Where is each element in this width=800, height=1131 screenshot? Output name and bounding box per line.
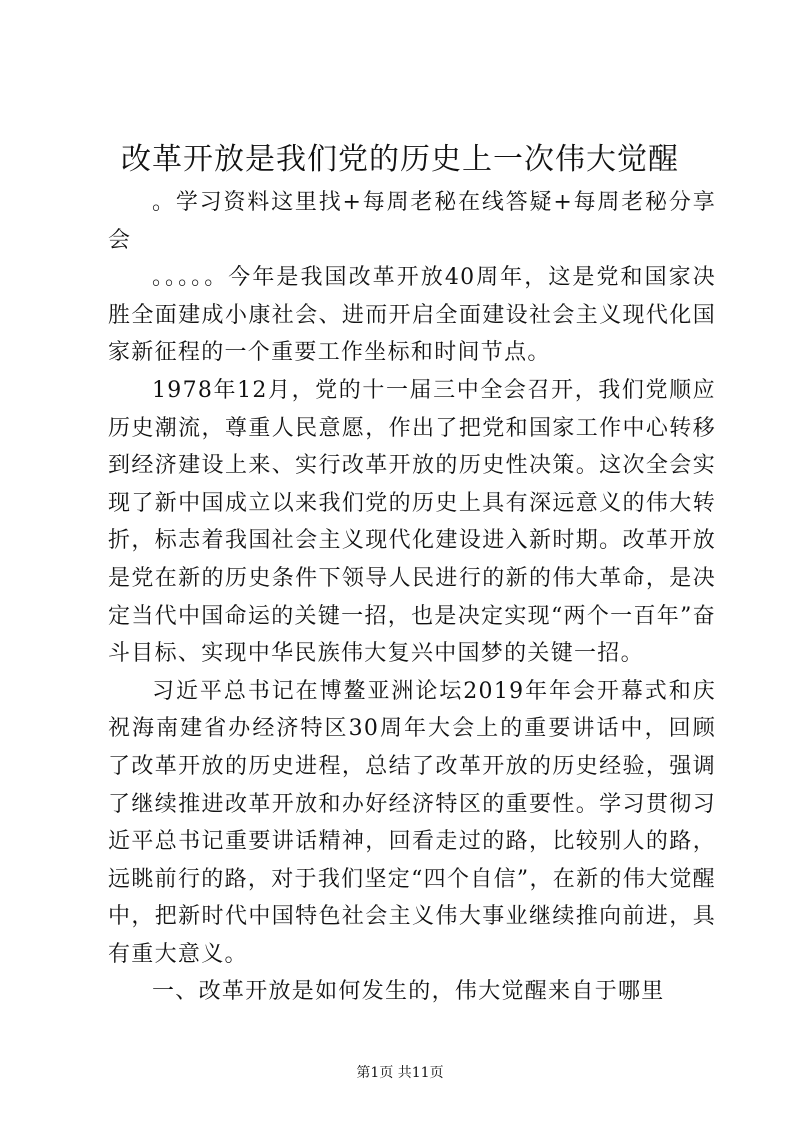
paragraph-anniversary: 。。。。。今年是我国改革开放40周年，这是党和国家决胜全面建成小康社会、进而开启全面建设社会主义现代化国家新征程的一个重要工作坐标和时间节点。 bbox=[108, 265, 716, 366]
paragraph-1978-plenum: 1978年12月，党的十一届三中全会召开，我们党顺应历史潮流，尊重人民意愿，作出了把党和国家工作中心转移到经济建设上来、实行改革开放的历史性决策。这次全会实现了新中国成立以来我们党的历史上具有深远意义的伟大转折，标志着我国社会主义现代化建设进入新时期。改革开放是党在新的历史条件下领导人民进行的新的伟大革命，是决定当代中国命运的关键一招，也是决定实现“两个一百年”奋斗目标、实现中华民族伟大复兴中国梦的关键一招。 bbox=[108, 377, 716, 667]
paragraph-intro-note: 。学习资料这里找+每周老秘在线答疑+每周老秘分享会 bbox=[108, 190, 716, 253]
document-title: 改革开放是我们党的历史上一次伟大觉醒 bbox=[121, 142, 679, 177]
page-number-footer: 第1页 共11页 bbox=[356, 1065, 444, 1081]
section-heading-1: 一、改革开放是如何发生的，伟大觉醒来自于哪里 bbox=[152, 979, 665, 1005]
paragraph-xi-speech: 习近平总书记在博鳌亚洲论坛2019年年会开幕式和庆祝海南建省办经济特区30周年大会上的重要讲话中，回顾了改革开放的历史进程，总结了改革开放的历史经验，强调了继续推进改革开放和办好经济特区的重要性。学习贯彻习近平总书记重要讲话精神，回看走过的路，比较别人的路，远眺前行的路，对于我们坚定“四个自信”，在新的伟大觉醒中，把新时代中国特色社会主义伟大事业继续推向前进，具有重大意义。 bbox=[108, 678, 716, 967]
document-body bbox=[108, 184, 716, 1011]
